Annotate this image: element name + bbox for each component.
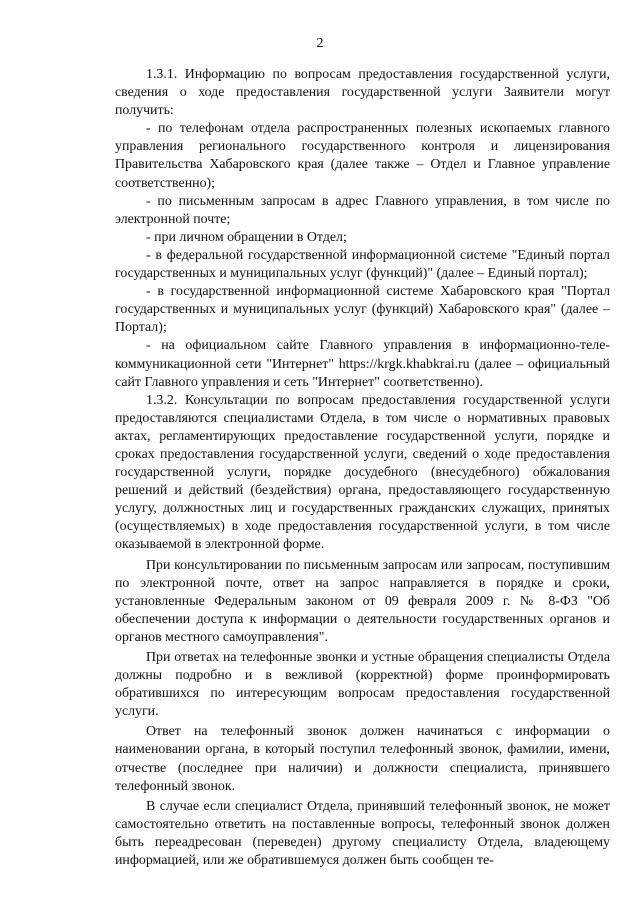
paragraph-written-consultation: При консультировании по письменным запросам или запросам, поступившим по электронной почте, ответ на запрос направляется в порядке и сроки, установленные Федеральным законом от 09 февраля 2009 г. № 8-ФЗ "Об обеспечении доступа к информации о деятельности государственных органов и органов местного самоуправления". (115, 557, 610, 645)
document-body (115, 66, 610, 870)
list-item-written-requests: - по письменным запросам в адрес Главного управления, в том числе по электронной почте; (115, 193, 610, 227)
list-item-official-website: - на официальном сайте Главного управления в информационно-телекоммуникационной сети "Интернет" https://krgk.khabkrai.ru (далее – официальный сайт Главного управления и сеть "Интернет" соответственно). (115, 338, 610, 390)
paragraph-call-redirect: В случае если специалист Отдела, принявший телефонный звонок, не может самостоятельно ответить на поставленные вопросы, телефонный звонок должен быть переадресован (переведен) другому специалисту Отдела, владеющему информацией, или же обратившемуся должен быть сообщен те- (115, 798, 610, 869)
paragraph-1-3-1: 1.3.1. Информацию по вопросам предоставления государственной услуги, сведения о ходе предоставления государственной услуги Заявители могут получить: (115, 67, 610, 119)
paragraph-phone-answers: При ответах на телефонные звонки и устные обращения специалисты Отдела должны подробно и в вежливой (корректной) форме проинформировать обратившихся по интересующим вопросам предоставления государственной услуги. (115, 650, 610, 720)
list-item-unified-portal: - в федеральной государственной информационной системе "Единый портал государственных и муниципальных услуг (функций)" (далее – Единый портал); (115, 247, 610, 282)
paragraph-1-3-2: 1.3.2. Консультации по вопросам предоставления государственной услуги предоставляются специалистами Отдела, в том числе о нормативных правовых актах, регламентирующих предоставление государственной услуги, порядке и сроках предоставления государственной услуги, сведений о ходе предоставления государственной услуги, порядке досудебного (внесудебного) обжалования решений и действий (бездействия) органа, предоставляющего государственную услугу, должностных лиц и государственных гражданских служащих, принятых (осуществляемых) в ходе предоставления государственной услуги, в том числе оказываемой в электронной форме. (115, 392, 610, 553)
paragraph-call-greeting: Ответ на телефонный звонок должен начинаться с информации о наименовании органа, в который поступил телефонный звонок, фамилии, имени, отчестве (последнее при наличии) и должности специалиста, принявшего телефонный звонок. (115, 724, 610, 794)
list-item-personal-visit: - при личном обращении в Отдел; (146, 229, 347, 245)
list-item-regional-portal: - в государственной информационной системе Хабаровского края "Портал государственных и муниципальных услуг (функций) Хабаровского края" (далее – Портал); (115, 284, 610, 336)
list-item-phone: - по телефонам отдела распространенных полезных ископаемых главного управления регионального государственного контроля и лицензирования Правительства Хабаровского края (далее также – Отдел и Главное управление соответственно); (115, 121, 610, 191)
page-number: 2 (316, 36, 324, 51)
